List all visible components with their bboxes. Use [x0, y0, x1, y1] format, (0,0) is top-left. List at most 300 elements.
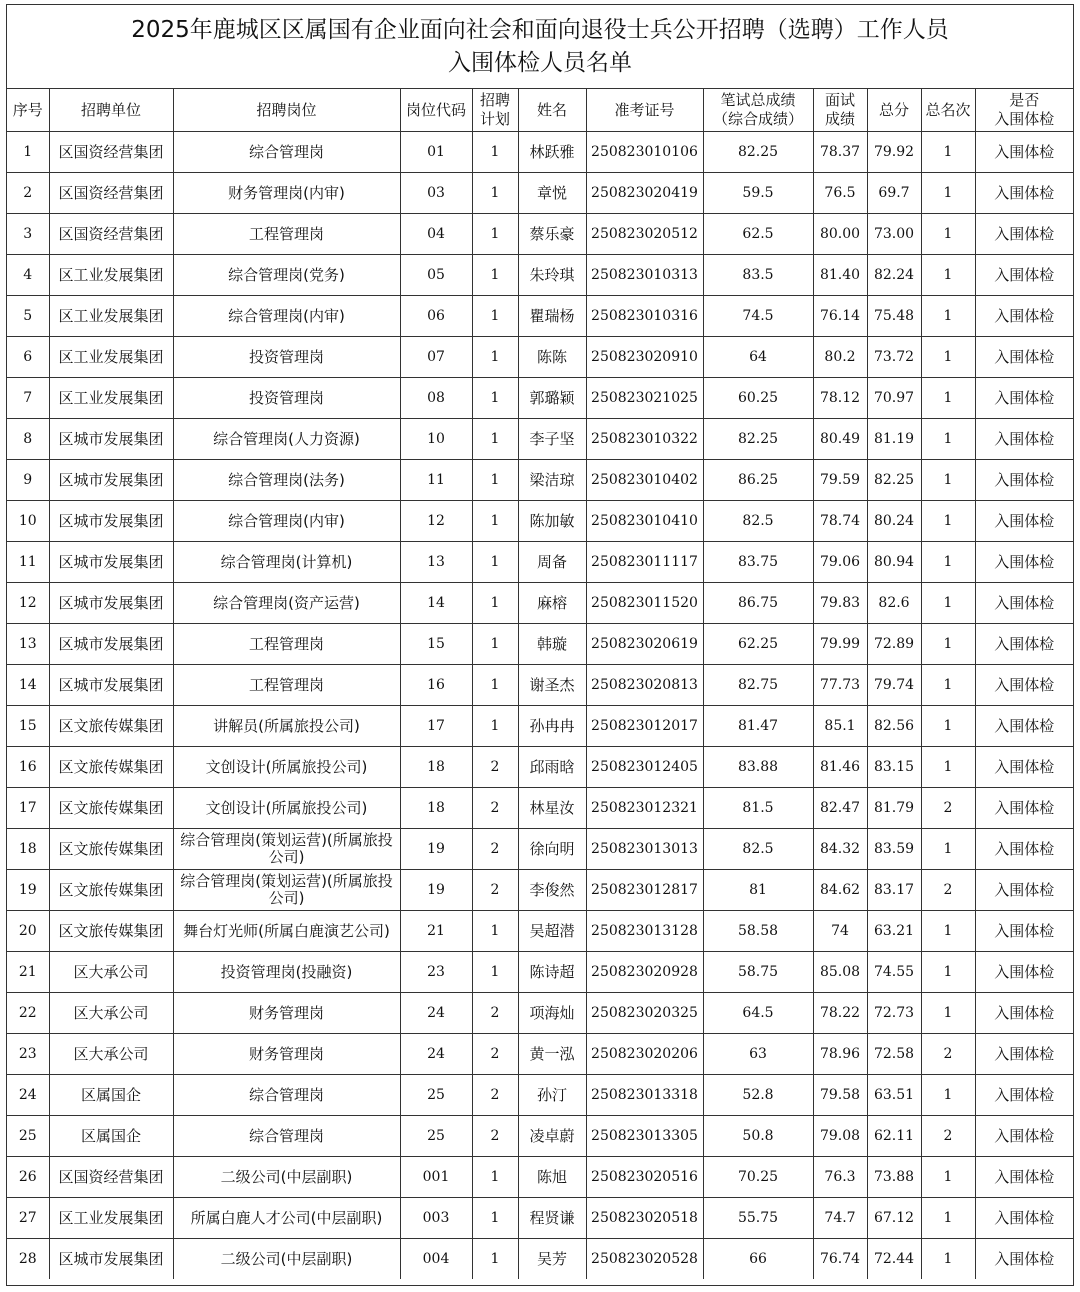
cell-written-score: 74.5: [703, 296, 813, 337]
cell-seq: 11: [7, 542, 49, 583]
cell-written-score: 50.8: [703, 1116, 813, 1157]
table-row: [7, 296, 1073, 337]
cell-name: 林星汝: [518, 788, 586, 829]
table-row: [7, 419, 1073, 460]
cell-status: 入围体检: [975, 1239, 1073, 1280]
cell-written-score: 83.88: [703, 747, 813, 788]
cell-position: 综合管理岗(资产运营): [173, 583, 400, 624]
header-total: 总分: [867, 89, 921, 132]
cell-code: 001: [400, 1157, 472, 1198]
cell-unit: 区城市发展集团: [49, 501, 173, 542]
cell-seq: 8: [7, 419, 49, 460]
cell-status: 入围体检: [975, 378, 1073, 419]
cell-written-score: 60.25: [703, 378, 813, 419]
cell-seq: 12: [7, 583, 49, 624]
cell-code: 23: [400, 952, 472, 993]
cell-code: 18: [400, 747, 472, 788]
table-row: [7, 1198, 1073, 1239]
cell-interview-score: 84.62: [813, 870, 867, 911]
cell-name: 孙汀: [518, 1075, 586, 1116]
cell-interview-score: 80.00: [813, 214, 867, 255]
table-row: [7, 870, 1073, 911]
cell-status: 入围体检: [975, 870, 1073, 911]
cell-total: 73.88: [867, 1157, 921, 1198]
cell-exam-no: 250823020928: [586, 952, 703, 993]
cell-unit: 区大承公司: [49, 952, 173, 993]
cell-rank: 1: [921, 296, 975, 337]
header-seq: 序号: [7, 89, 49, 132]
cell-seq: 13: [7, 624, 49, 665]
cell-position: 综合管理岗(策划运营)(所属旅投公司): [173, 829, 400, 870]
cell-total: 82.24: [867, 255, 921, 296]
cell-plan: 1: [472, 132, 518, 173]
cell-total: 82.25: [867, 460, 921, 501]
cell-rank: 1: [921, 1239, 975, 1280]
cell-exam-no: 250823012405: [586, 747, 703, 788]
table-row: [7, 378, 1073, 419]
cell-exam-no: 250823020512: [586, 214, 703, 255]
cell-status: 入围体检: [975, 419, 1073, 460]
cell-code: 11: [400, 460, 472, 501]
cell-rank: 1: [921, 706, 975, 747]
cell-seq: 28: [7, 1239, 49, 1280]
title-line-2: 入围体检人员名单: [448, 49, 632, 76]
cell-written-score: 82.25: [703, 419, 813, 460]
cell-seq: 15: [7, 706, 49, 747]
cell-position: 财务管理岗: [173, 993, 400, 1034]
cell-seq: 1: [7, 132, 49, 173]
header-unit: 招聘单位: [49, 89, 173, 132]
cell-total: 80.24: [867, 501, 921, 542]
cell-total: 63.51: [867, 1075, 921, 1116]
cell-code: 19: [400, 870, 472, 911]
cell-seq: 21: [7, 952, 49, 993]
cell-code: 17: [400, 706, 472, 747]
cell-seq: 3: [7, 214, 49, 255]
table-row: [7, 665, 1073, 706]
cell-status: 入围体检: [975, 829, 1073, 870]
cell-seq: 18: [7, 829, 49, 870]
cell-plan: 1: [472, 255, 518, 296]
cell-exam-no: 250823010106: [586, 132, 703, 173]
header-interview-score: 面试 成绩: [813, 89, 867, 132]
cell-total: 79.92: [867, 132, 921, 173]
cell-position: 综合管理岗(内审): [173, 501, 400, 542]
cell-unit: 区工业发展集团: [49, 378, 173, 419]
cell-status: 入围体检: [975, 1034, 1073, 1075]
cell-name: 项海灿: [518, 993, 586, 1034]
cell-position: 文创设计(所属旅投公司): [173, 747, 400, 788]
cell-name: 梁洁琼: [518, 460, 586, 501]
cell-unit: 区国资经营集团: [49, 132, 173, 173]
cell-unit: 区城市发展集团: [49, 665, 173, 706]
cell-interview-score: 78.96: [813, 1034, 867, 1075]
cell-total: 83.17: [867, 870, 921, 911]
cell-status: 入围体检: [975, 624, 1073, 665]
cell-interview-score: 79.06: [813, 542, 867, 583]
cell-position: 财务管理岗(内审): [173, 173, 400, 214]
cell-written-score: 59.5: [703, 173, 813, 214]
cell-exam-no: 250823020813: [586, 665, 703, 706]
header-plan: 招聘 计划: [472, 89, 518, 132]
cell-unit: 区工业发展集团: [49, 337, 173, 378]
cell-exam-no: 250823020516: [586, 1157, 703, 1198]
cell-rank: 2: [921, 1034, 975, 1075]
cell-unit: 区属国企: [49, 1116, 173, 1157]
cell-plan: 1: [472, 173, 518, 214]
cell-written-score: 86.75: [703, 583, 813, 624]
cell-seq: 9: [7, 460, 49, 501]
cell-rank: 2: [921, 870, 975, 911]
table-row: [7, 624, 1073, 665]
table-row: [7, 460, 1073, 501]
cell-position: 投资管理岗(投融资): [173, 952, 400, 993]
cell-plan: 1: [472, 419, 518, 460]
cell-seq: 4: [7, 255, 49, 296]
table-row: [7, 255, 1073, 296]
cell-exam-no: 250823013318: [586, 1075, 703, 1116]
cell-written-score: 83.75: [703, 542, 813, 583]
cell-code: 24: [400, 993, 472, 1034]
cell-code: 07: [400, 337, 472, 378]
cell-written-score: 81.47: [703, 706, 813, 747]
cell-plan: 1: [472, 214, 518, 255]
cell-interview-score: 79.59: [813, 460, 867, 501]
cell-rank: 1: [921, 173, 975, 214]
cell-seq: 22: [7, 993, 49, 1034]
table-body: [7, 132, 1073, 1280]
cell-plan: 2: [472, 829, 518, 870]
cell-seq: 19: [7, 870, 49, 911]
cell-rank: 1: [921, 214, 975, 255]
cell-position: 讲解员(所属旅投公司): [173, 706, 400, 747]
cell-position: 投资管理岗: [173, 337, 400, 378]
cell-unit: 区大承公司: [49, 993, 173, 1034]
cell-exam-no: 250823012321: [586, 788, 703, 829]
cell-status: 入围体检: [975, 501, 1073, 542]
cell-plan: 1: [472, 1239, 518, 1280]
cell-rank: 1: [921, 665, 975, 706]
table-row: [7, 214, 1073, 255]
cell-plan: 2: [472, 747, 518, 788]
cell-status: 入围体检: [975, 132, 1073, 173]
cell-name: 瞿瑞杨: [518, 296, 586, 337]
cell-rank: 2: [921, 788, 975, 829]
cell-exam-no: 250823011520: [586, 583, 703, 624]
cell-interview-score: 81.46: [813, 747, 867, 788]
header-row: [7, 89, 1073, 132]
cell-interview-score: 85.08: [813, 952, 867, 993]
cell-name: 凌卓蔚: [518, 1116, 586, 1157]
cell-unit: 区城市发展集团: [49, 1239, 173, 1280]
cell-rank: 1: [921, 501, 975, 542]
cell-rank: 1: [921, 993, 975, 1034]
cell-interview-score: 77.73: [813, 665, 867, 706]
cell-name: 吴芳: [518, 1239, 586, 1280]
cell-position: 投资管理岗: [173, 378, 400, 419]
cell-name: 蔡乐豪: [518, 214, 586, 255]
cell-total: 70.97: [867, 378, 921, 419]
cell-name: 孙冉冉: [518, 706, 586, 747]
cell-status: 入围体检: [975, 1116, 1073, 1157]
cell-status: 入围体检: [975, 542, 1073, 583]
cell-total: 80.94: [867, 542, 921, 583]
cell-code: 13: [400, 542, 472, 583]
table-row: [7, 1116, 1073, 1157]
cell-name: 麻榕: [518, 583, 586, 624]
cell-rank: 1: [921, 460, 975, 501]
cell-seq: 26: [7, 1157, 49, 1198]
cell-written-score: 55.75: [703, 1198, 813, 1239]
cell-position: 综合管理岗(内审): [173, 296, 400, 337]
cell-total: 72.89: [867, 624, 921, 665]
cell-name: 章悦: [518, 173, 586, 214]
cell-name: 陈陈: [518, 337, 586, 378]
table-row: [7, 337, 1073, 378]
cell-seq: 27: [7, 1198, 49, 1239]
cell-unit: 区大承公司: [49, 1034, 173, 1075]
cell-unit: 区工业发展集团: [49, 255, 173, 296]
cell-code: 14: [400, 583, 472, 624]
cell-plan: 2: [472, 993, 518, 1034]
cell-plan: 1: [472, 501, 518, 542]
cell-status: 入围体检: [975, 665, 1073, 706]
cell-seq: 20: [7, 911, 49, 952]
cell-exam-no: 250823020518: [586, 1198, 703, 1239]
cell-code: 08: [400, 378, 472, 419]
cell-total: 72.58: [867, 1034, 921, 1075]
cell-exam-no: 250823020325: [586, 993, 703, 1034]
cell-written-score: 70.25: [703, 1157, 813, 1198]
cell-interview-score: 81.40: [813, 255, 867, 296]
cell-exam-no: 250823010313: [586, 255, 703, 296]
cell-interview-score: 78.37: [813, 132, 867, 173]
cell-total: 73.00: [867, 214, 921, 255]
document-title: [7, 5, 1073, 89]
cell-seq: 25: [7, 1116, 49, 1157]
cell-total: 81.19: [867, 419, 921, 460]
cell-code: 12: [400, 501, 472, 542]
cell-plan: 1: [472, 583, 518, 624]
cell-status: 入围体检: [975, 583, 1073, 624]
cell-interview-score: 74: [813, 911, 867, 952]
cell-name: 韩璇: [518, 624, 586, 665]
cell-code: 003: [400, 1198, 472, 1239]
cell-plan: 2: [472, 1116, 518, 1157]
cell-written-score: 81.5: [703, 788, 813, 829]
header-pass: 是否 入围体检: [975, 89, 1073, 132]
cell-exam-no: 250823013013: [586, 829, 703, 870]
cell-position: 综合管理岗(策划运营)(所属旅投公司): [173, 870, 400, 911]
cell-written-score: 62.5: [703, 214, 813, 255]
title-line-1: 2025年鹿城区区属国有企业面向社会和面向退役士兵公开招聘（选聘）工作人员: [131, 16, 949, 43]
cell-name: 程贤谦: [518, 1198, 586, 1239]
cell-unit: 区国资经营集团: [49, 173, 173, 214]
cell-seq: 2: [7, 173, 49, 214]
cell-interview-score: 79.58: [813, 1075, 867, 1116]
cell-rank: 1: [921, 747, 975, 788]
cell-unit: 区文旅传媒集团: [49, 706, 173, 747]
table-row: [7, 829, 1073, 870]
cell-rank: 1: [921, 132, 975, 173]
cell-seq: 10: [7, 501, 49, 542]
cell-name: 郭璐颖: [518, 378, 586, 419]
cell-name: 李子坚: [518, 419, 586, 460]
cell-code: 004: [400, 1239, 472, 1280]
cell-rank: 1: [921, 624, 975, 665]
cell-total: 63.21: [867, 911, 921, 952]
cell-rank: 1: [921, 419, 975, 460]
cell-position: 综合管理岗: [173, 132, 400, 173]
cell-interview-score: 84.32: [813, 829, 867, 870]
cell-position: 综合管理岗(人力资源): [173, 419, 400, 460]
cell-total: 81.79: [867, 788, 921, 829]
cell-name: 林跃雅: [518, 132, 586, 173]
cell-position: 二级公司(中层副职): [173, 1157, 400, 1198]
cell-total: 72.44: [867, 1239, 921, 1280]
cell-unit: 区城市发展集团: [49, 542, 173, 583]
cell-position: 综合管理岗: [173, 1116, 400, 1157]
cell-code: 19: [400, 829, 472, 870]
cell-written-score: 81: [703, 870, 813, 911]
table-row: [7, 132, 1073, 173]
cell-rank: 1: [921, 255, 975, 296]
cell-rank: 1: [921, 1075, 975, 1116]
cell-total: 72.73: [867, 993, 921, 1034]
cell-status: 入围体检: [975, 173, 1073, 214]
cell-plan: 1: [472, 665, 518, 706]
cell-position: 二级公司(中层副职): [173, 1239, 400, 1280]
cell-interview-score: 79.83: [813, 583, 867, 624]
cell-interview-score: 74.7: [813, 1198, 867, 1239]
cell-exam-no: 250823020910: [586, 337, 703, 378]
table-row: [7, 1157, 1073, 1198]
table-row: [7, 542, 1073, 583]
table-row: [7, 1075, 1073, 1116]
cell-written-score: 82.75: [703, 665, 813, 706]
cell-code: 04: [400, 214, 472, 255]
header-position: 招聘岗位: [173, 89, 400, 132]
cell-exam-no: 250823012017: [586, 706, 703, 747]
cell-unit: 区文旅传媒集团: [49, 911, 173, 952]
cell-written-score: 52.8: [703, 1075, 813, 1116]
cell-interview-score: 76.3: [813, 1157, 867, 1198]
cell-written-score: 83.5: [703, 255, 813, 296]
cell-interview-score: 76.74: [813, 1239, 867, 1280]
cell-position: 工程管理岗: [173, 624, 400, 665]
header-code: 岗位代码: [400, 89, 472, 132]
cell-unit: 区文旅传媒集团: [49, 747, 173, 788]
results-sheet: [6, 4, 1074, 1286]
cell-position: 文创设计(所属旅投公司): [173, 788, 400, 829]
header-exam-no: 准考证号: [586, 89, 703, 132]
cell-interview-score: 80.2: [813, 337, 867, 378]
cell-plan: 1: [472, 952, 518, 993]
cell-rank: 1: [921, 911, 975, 952]
cell-status: 入围体检: [975, 911, 1073, 952]
cell-unit: 区工业发展集团: [49, 1198, 173, 1239]
table-row: [7, 583, 1073, 624]
cell-code: 25: [400, 1116, 472, 1157]
cell-status: 入围体检: [975, 1198, 1073, 1239]
cell-interview-score: 82.47: [813, 788, 867, 829]
cell-code: 05: [400, 255, 472, 296]
table-row: [7, 1239, 1073, 1280]
cell-plan: 1: [472, 296, 518, 337]
cell-unit: 区工业发展集团: [49, 296, 173, 337]
header-rank: 总名次: [921, 89, 975, 132]
cell-exam-no: 250823011117: [586, 542, 703, 583]
table-row: [7, 173, 1073, 214]
cell-plan: 2: [472, 788, 518, 829]
table-row: [7, 993, 1073, 1034]
cell-interview-score: 79.08: [813, 1116, 867, 1157]
table-row: [7, 911, 1073, 952]
cell-interview-score: 76.14: [813, 296, 867, 337]
table-row: [7, 952, 1073, 993]
cell-written-score: 86.25: [703, 460, 813, 501]
cell-interview-score: 78.12: [813, 378, 867, 419]
cell-total: 79.74: [867, 665, 921, 706]
cell-name: 陈诗超: [518, 952, 586, 993]
cell-seq: 6: [7, 337, 49, 378]
cell-code: 24: [400, 1034, 472, 1075]
cell-plan: 1: [472, 1157, 518, 1198]
cell-name: 李俊然: [518, 870, 586, 911]
cell-interview-score: 80.49: [813, 419, 867, 460]
cell-interview-score: 78.74: [813, 501, 867, 542]
cell-total: 74.55: [867, 952, 921, 993]
cell-interview-score: 76.5: [813, 173, 867, 214]
cell-exam-no: 250823020528: [586, 1239, 703, 1280]
cell-exam-no: 250823013128: [586, 911, 703, 952]
cell-seq: 24: [7, 1075, 49, 1116]
cell-unit: 区城市发展集团: [49, 583, 173, 624]
cell-status: 入围体检: [975, 460, 1073, 501]
cell-exam-no: 250823020206: [586, 1034, 703, 1075]
cell-unit: 区国资经营集团: [49, 214, 173, 255]
cell-status: 入围体检: [975, 296, 1073, 337]
cell-exam-no: 250823020419: [586, 173, 703, 214]
cell-plan: 2: [472, 870, 518, 911]
cell-position: 综合管理岗(计算机): [173, 542, 400, 583]
cell-written-score: 58.58: [703, 911, 813, 952]
cell-seq: 17: [7, 788, 49, 829]
cell-exam-no: 250823020619: [586, 624, 703, 665]
cell-name: 黄一泓: [518, 1034, 586, 1075]
cell-rank: 1: [921, 1198, 975, 1239]
cell-total: 67.12: [867, 1198, 921, 1239]
cell-status: 入围体检: [975, 952, 1073, 993]
cell-code: 01: [400, 132, 472, 173]
cell-unit: 区文旅传媒集团: [49, 829, 173, 870]
cell-exam-no: 250823010322: [586, 419, 703, 460]
cell-written-score: 58.75: [703, 952, 813, 993]
cell-name: 徐向明: [518, 829, 586, 870]
cell-plan: 1: [472, 542, 518, 583]
cell-written-score: 82.5: [703, 829, 813, 870]
cell-written-score: 64: [703, 337, 813, 378]
cell-written-score: 82.5: [703, 501, 813, 542]
cell-exam-no: 250823010402: [586, 460, 703, 501]
cell-seq: 7: [7, 378, 49, 419]
header-written-score: 笔试总成绩 （综合成绩）: [703, 89, 813, 132]
cell-plan: 1: [472, 911, 518, 952]
cell-exam-no: 250823010316: [586, 296, 703, 337]
cell-name: 邱雨晗: [518, 747, 586, 788]
table-row: [7, 1034, 1073, 1075]
cell-rank: 1: [921, 829, 975, 870]
